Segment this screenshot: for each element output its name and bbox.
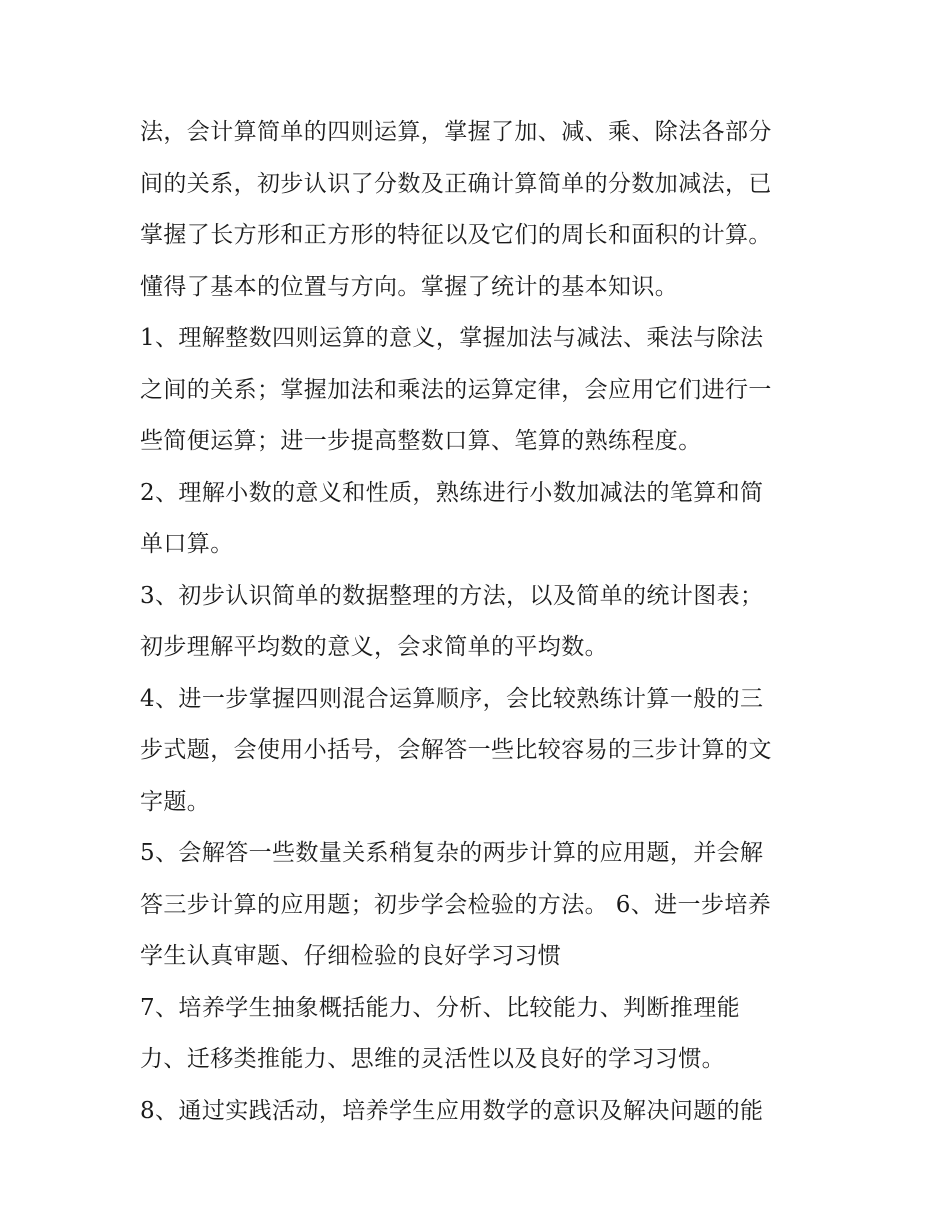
text-line: 学生认真审题、仔细检验的良好学习习惯 [140,943,562,969]
text-line: 字题。 [140,788,211,815]
list-item-3: 3、初步认识简单的数据整理的方法，以及简单的统计图表； [140,582,764,609]
text-line: 步式题，会使用小括号，会解答一些比较容易的三步计算的文 [140,737,772,763]
text-line: 之间的关系；掌握加法和乘法的运算定律，会应用它们进行一 [140,376,772,403]
text-line: 掌握了长方形和正方形的特征以及它们的周长和面积的计算。 [140,222,772,248]
text-line: 初步理解平均数的意义，会求简单的平均数。 [140,634,608,660]
list-item-4: 4、进一步掌握四则混合运算顺序，会比较熟练计算一般的三 [140,685,764,712]
list-item-2: 2、理解小数的意义和性质，熟练进行小数加减法的笔算和简 [140,479,764,506]
list-item-8: 8、通过实践活动，培养学生应用数学的意识及解决问题的能 [140,1097,764,1124]
text-line: 答三步计算的应用题；初步学会检验的方法。 6、进一步培养 [140,891,772,918]
list-item-5: 5、会解答一些数量关系稍复杂的两步计算的应用题，并会解 [140,840,764,866]
body-text [140,112,820,1142]
list-item-7: 7、培养学生抽象概括能力、分析、比较能力、判断推理能 [140,994,741,1021]
text-line: 单口算。 [140,531,234,557]
text-line: 些简便运算；进一步提高整数口算、笔算的熟练程度。 [140,428,702,454]
text-line: 力、迁移类推能力、思维的灵活性以及良好的学习习惯。 [140,1046,725,1072]
text-line: 间的关系，初步认识了分数及正确计算简单的分数加减法，已 [140,170,772,197]
text-line: 法，会计算简单的四则运算，掌握了加、减、乘、除法各部分 [140,119,772,145]
list-item-1: 1、理解整数四则运算的意义，掌握加法与减法、乘法与除法 [140,325,764,351]
text-line: 懂得了基本的位置与方向。掌握了统计的基本知识。 [140,273,679,300]
